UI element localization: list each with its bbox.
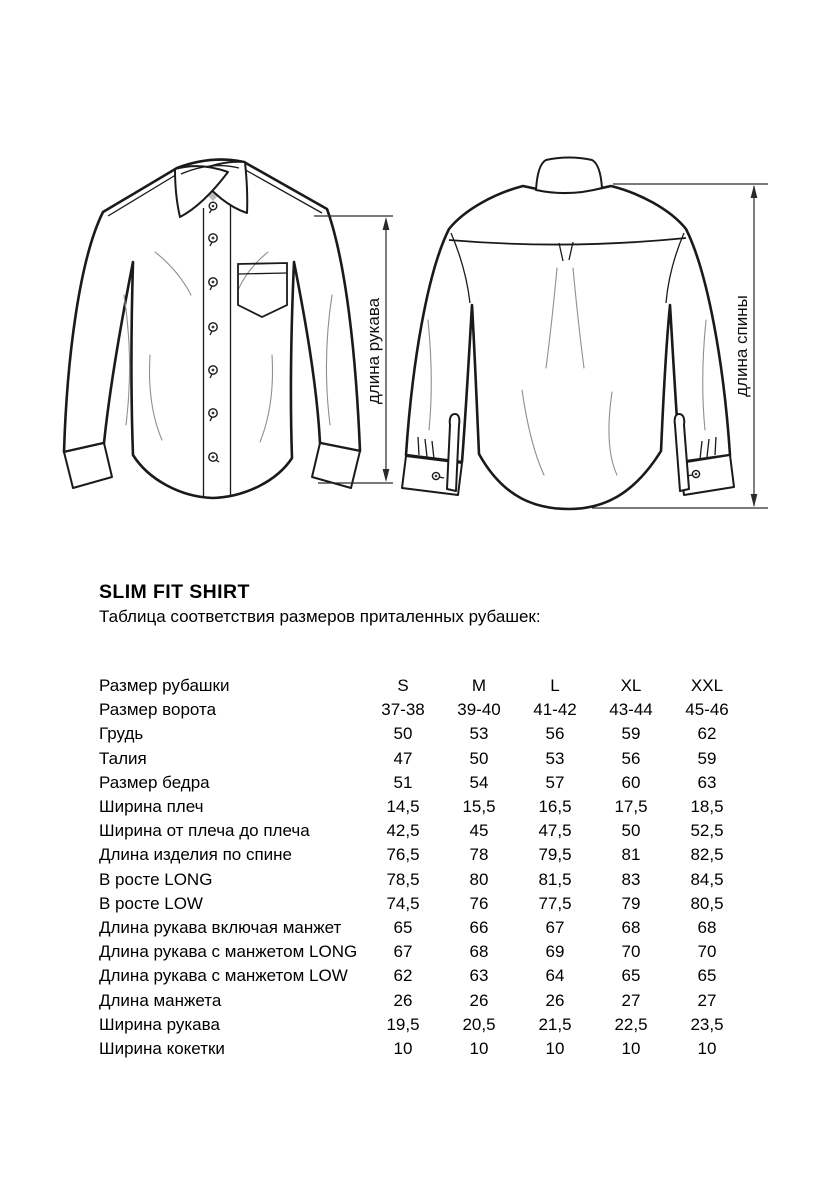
table-row bbox=[99, 747, 747, 771]
row-label: Талия bbox=[99, 748, 147, 768]
cell-value: 64 bbox=[545, 966, 565, 986]
cell-value: 54 bbox=[469, 772, 489, 792]
cell-value: 26 bbox=[393, 990, 413, 1010]
row-label: Ширина плеч bbox=[99, 797, 204, 817]
cell-value: 78 bbox=[469, 845, 489, 865]
cell-value: 65 bbox=[697, 966, 717, 986]
cell-value: 27 bbox=[697, 990, 717, 1010]
table-row bbox=[99, 1037, 747, 1061]
cell-value: 81,5 bbox=[538, 869, 572, 889]
cell-value: 45 bbox=[469, 821, 489, 841]
table-header-row bbox=[99, 674, 747, 698]
table-row bbox=[99, 892, 747, 916]
cell-value: 60 bbox=[621, 772, 641, 792]
table-row bbox=[99, 868, 747, 892]
cell-value: 53 bbox=[545, 748, 565, 768]
cell-value: 82,5 bbox=[690, 845, 724, 865]
cell-value: 84,5 bbox=[690, 869, 724, 889]
cell-value: 83 bbox=[621, 869, 641, 889]
cell-value: 67 bbox=[393, 942, 413, 962]
cell-value: 57 bbox=[545, 772, 565, 792]
cell-value: 68 bbox=[469, 942, 489, 962]
cell-value: 37-38 bbox=[381, 700, 425, 720]
cell-value: 26 bbox=[469, 990, 489, 1010]
cell-value: 17,5 bbox=[614, 797, 648, 817]
cell-value: 68 bbox=[697, 917, 717, 937]
shirt-technical-drawing bbox=[0, 0, 826, 560]
cell-value: 59 bbox=[621, 724, 641, 744]
row-label: Длина рукава включая манжет bbox=[99, 917, 342, 937]
table-row bbox=[99, 964, 747, 988]
page-title: SLIM FIT SHIRT bbox=[99, 581, 250, 603]
cell-value: 65 bbox=[393, 917, 413, 937]
table-row bbox=[99, 819, 747, 843]
size-column-header: S bbox=[397, 676, 409, 696]
back-collar-stand bbox=[536, 158, 602, 194]
row-label: Длина рукава с манжетом LONG bbox=[99, 942, 358, 962]
cell-value: 56 bbox=[545, 724, 565, 744]
table-row bbox=[99, 1013, 747, 1037]
cell-value: 50 bbox=[393, 724, 413, 744]
cell-value: 10 bbox=[621, 1038, 641, 1058]
cell-value: 65 bbox=[621, 966, 641, 986]
cell-value: 39-40 bbox=[457, 700, 501, 720]
table-row bbox=[99, 916, 747, 940]
cell-value: 47,5 bbox=[538, 821, 572, 841]
cell-value: 22,5 bbox=[614, 1014, 648, 1034]
cell-value: 27 bbox=[621, 990, 641, 1010]
front-shirt-drawing bbox=[64, 159, 360, 498]
cell-value: 52,5 bbox=[690, 821, 724, 841]
cell-value: 70 bbox=[621, 942, 641, 962]
row-label: Длина изделия по спине bbox=[99, 845, 292, 865]
back-shirt-drawing bbox=[402, 158, 734, 510]
cell-value: 68 bbox=[621, 917, 641, 937]
cell-value: 19,5 bbox=[386, 1014, 420, 1034]
cell-value: 67 bbox=[545, 917, 565, 937]
cell-value: 59 bbox=[697, 748, 717, 768]
row-label: Ширина от плеча до плеча bbox=[99, 821, 310, 841]
cell-value: 15,5 bbox=[462, 797, 496, 817]
row-label: Размер бедра bbox=[99, 772, 210, 792]
cell-value: 78,5 bbox=[386, 869, 420, 889]
row-label: В росте LONG bbox=[99, 869, 213, 889]
cell-value: 77,5 bbox=[538, 893, 572, 913]
table-row bbox=[99, 795, 747, 819]
size-column-header: M bbox=[471, 676, 487, 696]
row-label: Размер рубашки bbox=[99, 676, 230, 696]
cell-value: 41-42 bbox=[533, 700, 577, 720]
cell-value: 16,5 bbox=[538, 797, 572, 817]
size-column-header: XXL bbox=[690, 676, 724, 696]
cell-value: 79 bbox=[621, 893, 641, 913]
cell-value: 66 bbox=[469, 917, 489, 937]
cell-value: 50 bbox=[469, 748, 489, 768]
cell-value: 80,5 bbox=[690, 893, 724, 913]
size-column-header: XL bbox=[620, 676, 642, 696]
row-label: Длина рукава с манжетом LOW bbox=[99, 966, 348, 986]
cell-value: 18,5 bbox=[690, 797, 724, 817]
cell-value: 69 bbox=[545, 942, 565, 962]
table-row bbox=[99, 771, 747, 795]
cell-value: 10 bbox=[545, 1038, 565, 1058]
back-length-label: длина спины bbox=[732, 295, 751, 397]
cell-value: 76,5 bbox=[386, 845, 420, 865]
cell-value: 14,5 bbox=[386, 797, 420, 817]
cell-value: 10 bbox=[697, 1038, 717, 1058]
table-row bbox=[99, 722, 747, 746]
cell-value: 63 bbox=[469, 966, 489, 986]
cell-value: 80 bbox=[469, 869, 489, 889]
cell-value: 53 bbox=[469, 724, 489, 744]
cell-value: 50 bbox=[621, 821, 641, 841]
cell-value: 74,5 bbox=[386, 893, 420, 913]
table-row bbox=[99, 988, 747, 1012]
cell-value: 20,5 bbox=[462, 1014, 496, 1034]
cell-value: 62 bbox=[393, 966, 413, 986]
cell-value: 42,5 bbox=[386, 821, 420, 841]
table-row bbox=[99, 698, 747, 722]
table-row bbox=[99, 843, 747, 867]
cell-value: 63 bbox=[697, 772, 717, 792]
cell-value: 26 bbox=[545, 990, 565, 1010]
cell-value: 23,5 bbox=[690, 1014, 724, 1034]
front-right-cuff bbox=[312, 443, 360, 488]
size-table bbox=[99, 674, 747, 1061]
cell-value: 43-44 bbox=[609, 700, 653, 720]
front-left-cuff bbox=[64, 443, 112, 488]
cell-value: 62 bbox=[697, 724, 717, 744]
cell-value: 21,5 bbox=[538, 1014, 572, 1034]
row-label: В росте LOW bbox=[99, 893, 203, 913]
cell-value: 10 bbox=[393, 1038, 413, 1058]
sleeve-length-label: длина рукава bbox=[364, 297, 383, 405]
row-label: Длина манжета bbox=[99, 990, 222, 1010]
size-column-header: L bbox=[550, 676, 560, 696]
row-label: Ширина кокетки bbox=[99, 1038, 225, 1058]
table-row bbox=[99, 940, 747, 964]
page-subtitle: Таблица соответствия размеров приталенных рубашек: bbox=[99, 607, 541, 626]
cell-value: 76 bbox=[469, 893, 489, 913]
cell-value: 56 bbox=[621, 748, 641, 768]
row-label: Размер ворота bbox=[99, 700, 217, 720]
row-label: Ширина рукава bbox=[99, 1014, 220, 1034]
cell-value: 51 bbox=[393, 772, 413, 792]
cell-value: 70 bbox=[697, 942, 717, 962]
row-label: Грудь bbox=[99, 724, 144, 744]
cell-value: 79,5 bbox=[538, 845, 572, 865]
cell-value: 47 bbox=[393, 748, 413, 768]
cell-value: 45-46 bbox=[685, 700, 729, 720]
cell-value: 81 bbox=[621, 845, 641, 865]
cell-value: 10 bbox=[469, 1038, 489, 1058]
